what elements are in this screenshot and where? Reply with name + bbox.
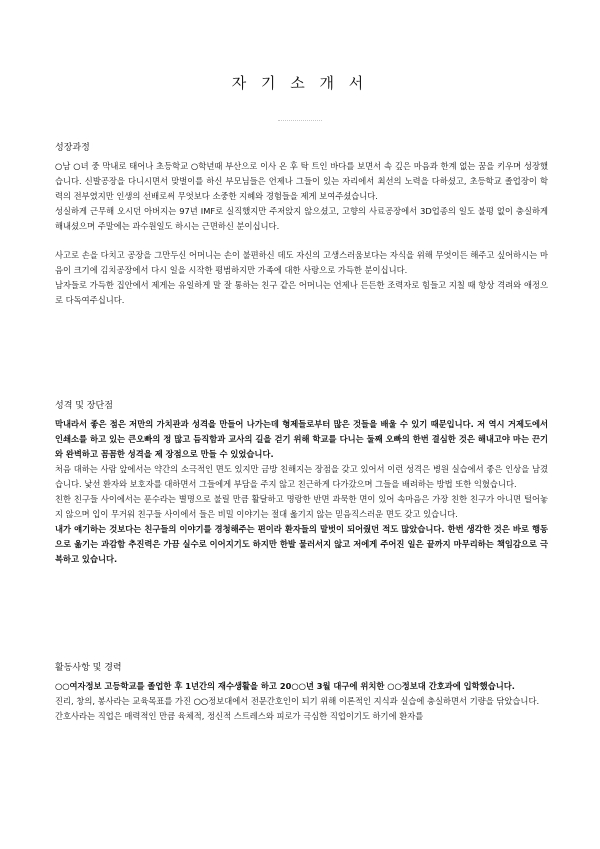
section-growth xyxy=(55,140,548,308)
paragraph: 친한 친구들 사이에서는 푼수라는 별명으로 불릴 만큼 활달하고 명랑한 반면 과묵한 면이 있어 속마음은 가장 친한 친구가 아니면 털어놓지 않으며 입이 무거워 친구들 사이에서 들은 비밀 이야기는 절대 옮기지 않는 믿음직스러운 면도 갖고 있습니다. xyxy=(55,494,548,519)
paragraph: 진리, 창의, 봉사라는 교육목표를 가진 ○○정보대에서 전문간호인이 되기 위해 이론적인 지식과 실습에 충실하면서 기량을 닦았습니다. xyxy=(55,696,540,706)
paragraph: ○남 ○녀 중 막내로 태어나 초등학교 ○학년때 부산으로 이사 온 후 탁 트인 바다를 보면서 속 깊은 마음과 한계 없는 꿈을 키우며 성장했습니다. 신발공장을 다니시면서 맞벌이를 하신 부모님들은 언제나 그들이 있는 자리에서 최선의 노력을 다하셨고, 초등학교 졸업장이 학력의 전부였지만 인생의 선배로써 무엇보다 소중한 지혜와 경험들을 제게 보여주셨습니다. xyxy=(55,161,548,201)
paragraph: ○○여자정보 고등학교를 졸업한 후 1년간의 재수생활을 하고 20○○년 3월 대구에 위치한 ○○정보대 간호과에 입학했습니다. xyxy=(55,681,515,691)
paragraph: 내가 얘기하는 것보다는 친구들의 이야기를 경청해주는 편이라 환자들의 말벗이 되어줬던 적도 많았습니다. 한번 생각한 것은 바로 행동으로 옮기는 과감함 추진력은 가끔 실수로 이어지기도 하지만 한발 물러서지 않고 저에게 주어진 일은 끝까지 마무리하는 책임감으로 극복하고 있습니다. xyxy=(55,524,548,564)
section-personality xyxy=(55,398,548,567)
title-divider xyxy=(278,120,322,121)
paragraph: 성실하게 근무해 오시던 아버지는 97년 IMF로 실직했지만 주저앉지 않으셨고, 고향의 사료공장에서 3D업종의 일도 불평 없이 충실하게 해내셨으며 주말에는 과수원일도 하시는 근면하신 분이십니다. xyxy=(55,206,548,231)
section-activities xyxy=(55,660,548,724)
paragraph: 간호사라는 직업은 매력적인 만큼 육체적, 정신적 스트레스와 피로가 극심한 직업이기도 하기에 환자를 xyxy=(55,711,424,721)
section-heading: 활동사항 및 경력 xyxy=(55,663,122,673)
section-heading: 성격 및 장단점 xyxy=(55,401,113,411)
document-title: 자 기 소 개 서 xyxy=(231,74,369,92)
paragraph: 남자들로 가득한 집안에서 제게는 유일하게 말 잘 통하는 친구 같은 어머니는 언제나 든든한 조력자로 힘들고 지칠 때 항상 격려와 애정으로 다독여주십니다. xyxy=(55,280,548,305)
paragraph: 사고로 손을 다치고 공장을 그만두신 어머니는 손이 불편하신 데도 자신의 고생스러움보다는 자식을 위해 무엇이든 해주고 싶어하시는 마음이 크기에 김치공장에서 다시 일을 시작한 평범하지만 가족에 대한 사랑으로 가득한 분이십니다. xyxy=(55,250,548,275)
paragraph: 막내라서 좋은 점은 저만의 가치관과 성격을 만들어 나가는데 형제들로부터 많은 것들을 배울 수 있기 때문입니다. 저 역시 거제도에서 인쇄소를 하고 있는 큰오빠의 정 많고 듬직함과 교사의 길을 걷기 위해 학교를 다니는 둘째 오빠의 한번 결심한 것은 해내고야 마는 끈기와 완벽하고 꼼꼼한 성격을 제 장점으로 만들 수 있었습니다. xyxy=(55,419,548,459)
paragraph: 처음 대하는 사람 앞에서는 약간의 소극적인 면도 있지만 금방 친해지는 장점을 갖고 있어서 이런 성격은 병원 실습에서 좋은 인상을 남겼습니다. 낯선 환자와 보호자를 대하면서 그들에게 부담을 주지 않고 친근하게 다가갔으며 그들을 배려하는 방법 또한 익혔습니다. xyxy=(55,464,548,489)
section-heading: 성장과정 xyxy=(55,143,90,153)
